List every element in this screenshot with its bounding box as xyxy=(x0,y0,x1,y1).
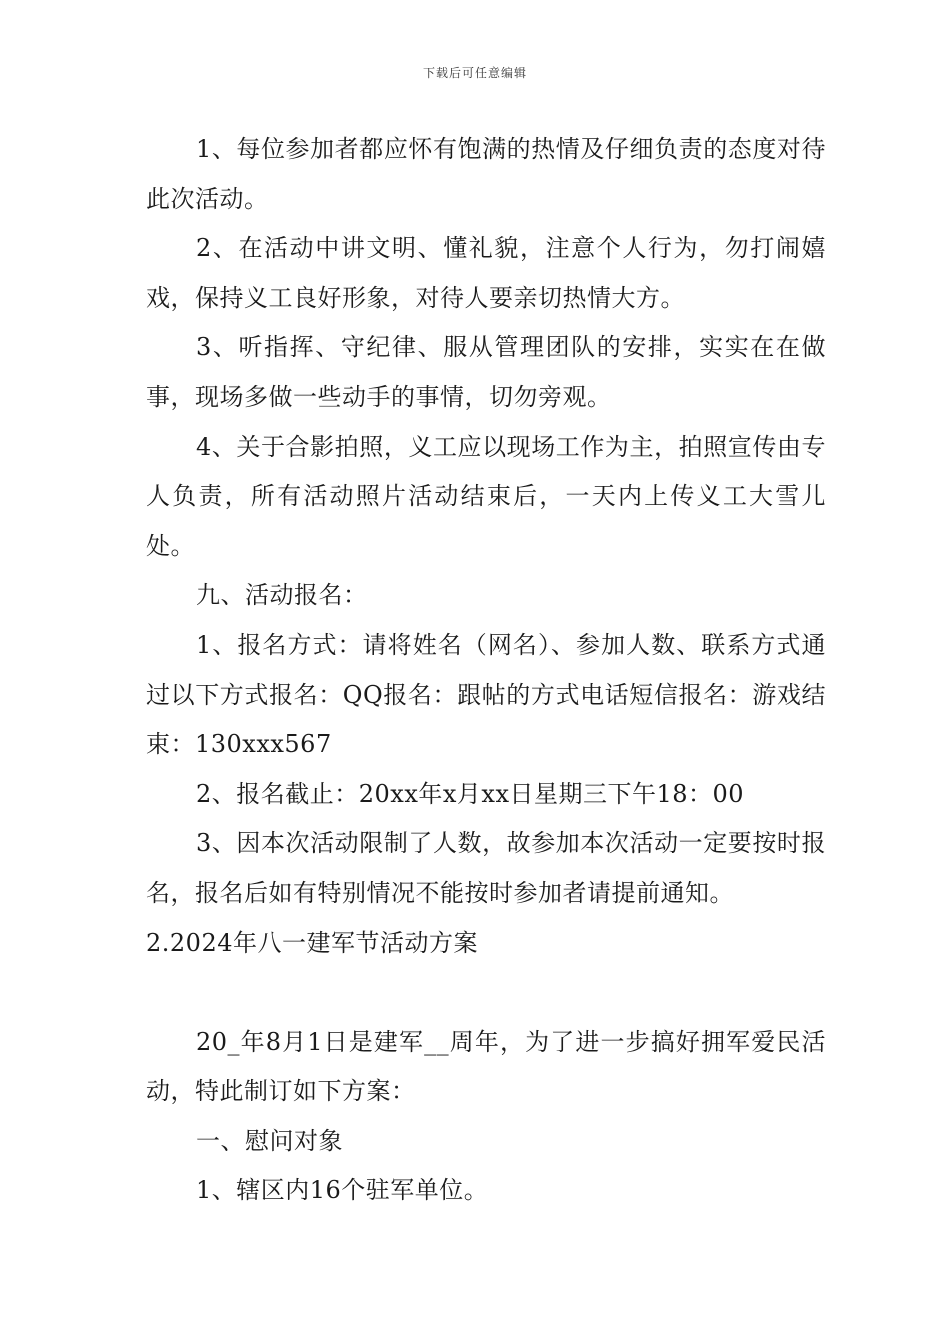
rule-paragraph-1: 1、每位参加者都应怀有饱满的热情及仔细负责的态度对待此次活动。 xyxy=(146,135,826,213)
registration-heading: 九、活动报名： xyxy=(196,581,368,610)
blank-line xyxy=(146,968,826,1018)
registration-method: 1、报名方式：请将姓名（网名）、参加人数、联系方式通过以下方式报名：QQ报名：跟帖的方式电话短信报名：游戏结束：130xxx567 xyxy=(146,630,826,759)
plan-item-1: 1、辖区内16个驻军单位。 xyxy=(196,1176,489,1205)
registration-notice: 3、因本次活动限制了人数，故参加本次活动一定要按时报名，报名后如有特别情况不能按时参加者请提前通知。 xyxy=(146,829,826,907)
page-header-note: 下载后可任意编辑 xyxy=(422,66,527,80)
plan-heading-1: 一、慰问对象 xyxy=(196,1126,343,1155)
rule-paragraph-3: 3、听指挥、守纪律、服从管理团队的安排，实实在在做事，现场多做一些动手的事情，切勿旁观。 xyxy=(146,333,826,411)
rule-paragraph-4: 4、关于合影拍照，义工应以现场工作为主，拍照宣传由专人负责，所有活动照片活动结束后，一天内上传义工大雪儿处。 xyxy=(146,432,826,560)
plan-intro: 20_年8月1日是建军__周年，为了进一步搞好拥军爱民活动，特此制订如下方案： xyxy=(146,1027,826,1106)
registration-deadline: 2、报名截止：20xx年x月xx日星期三下午18：00 xyxy=(196,779,745,808)
section-title: 2.2024年八一建军节活动方案 xyxy=(146,928,478,957)
document-body xyxy=(146,125,826,1216)
rule-paragraph-2: 2、在活动中讲文明、懂礼貌，注意个人行为，勿打闹嬉戏，保持义工良好形象，对待人要亲切热情大方。 xyxy=(146,234,826,312)
